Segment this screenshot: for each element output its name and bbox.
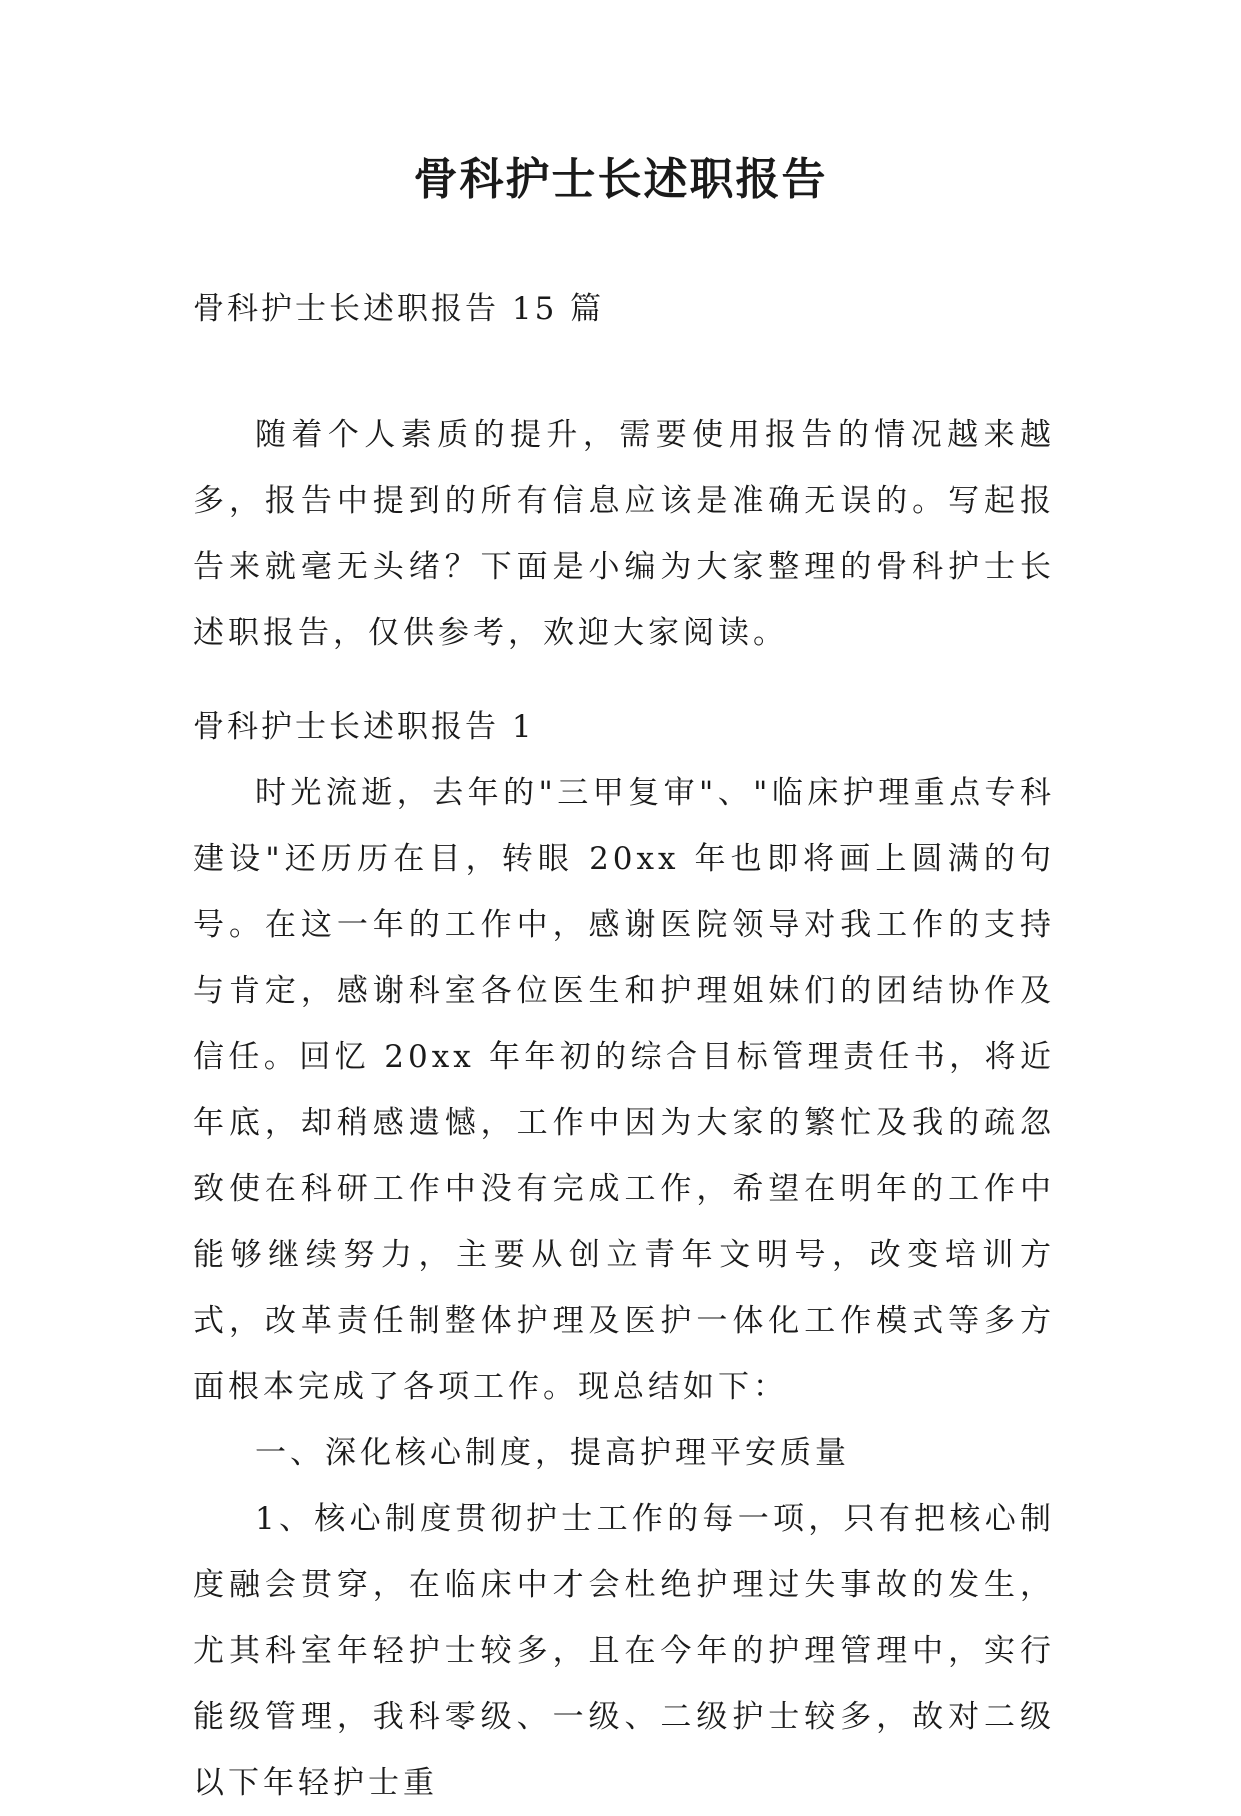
section-paragraph-1: 时光流逝，去年的"三甲复审"、"临床护理重点专科建设"还历历在目，转眼 20xx 年也即将画上圆满的句号。在这一年的工作中，感谢医院领导对我工作的支持与肯定，感谢科室各位医生和护理姐妹们的团结协作及信任。回忆 20xx 年年初的综合目标管理责任书，将近年底，却稍感遗憾，工作中因为大家的繁忙及我的疏忽致使在科研工作中没有完成工作，希望在明年的工作中能够继续努力，主要从创立青年文明号，改变培训方式，改革责任制整体护理及医护一体化工作模式等多方面根本完成了各项工作。现总结如下： — [193, 775, 1055, 1405]
section-subheading: 一、深化核心制度，提高护理平安质量 — [255, 1435, 850, 1471]
section-paragraph-2: 1、核心制度贯彻护士工作的每一项，只有把核心制度融会贯穿，在临床中才会杜绝护理过失事故的发生，尤其科室年轻护士较多，且在今年的护理管理中，实行能级管理，我科零级、一级、二级护士较多，故对二级以下年轻护士重 — [193, 1501, 1055, 1801]
section-1 — [193, 694, 1055, 1816]
document-subtitle: 骨科护士长述职报告 15 篇 — [193, 291, 605, 327]
section-heading: 骨科护士长述职报告 1 — [193, 709, 535, 745]
document-title: 骨科护士长述职报告 — [413, 154, 828, 205]
intro-block — [193, 402, 1055, 666]
intro-paragraph: 随着个人素质的提升，需要使用报告的情况越来越多，报告中提到的所有信息应该是准确无误的。写起报告来就毫无头绪？下面是小编为大家整理的骨科护士长述职报告，仅供参考，欢迎大家阅读。 — [193, 417, 1055, 651]
